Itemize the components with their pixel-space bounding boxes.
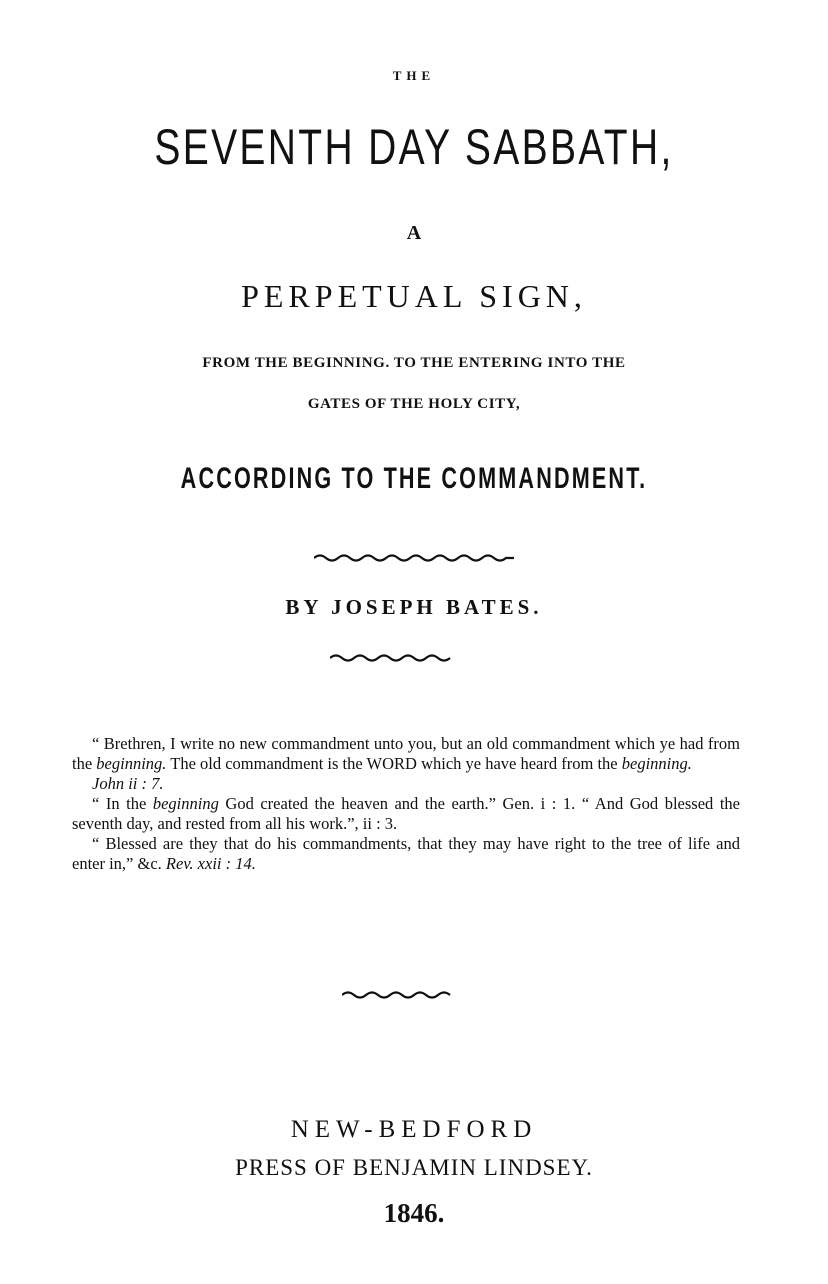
imprint-place: NEW-BEDFORD: [290, 1116, 538, 1143]
title-article: THE: [392, 68, 436, 83]
subtitle-according: ACCORDING TO THE COMMANDMENT.: [180, 462, 648, 495]
book-title: SEVENTH DAY SABBATH,: [154, 119, 674, 175]
epigraph-quote-revelation: [72, 834, 740, 874]
imprint-press: PRESS OF BENJAMIN LINDSEY.: [235, 1155, 593, 1180]
quote-text: “ In the: [92, 794, 153, 813]
ornament-rule: [330, 653, 452, 663]
quote-emphasis: beginning: [152, 794, 219, 813]
quote-text: God created the heaven and the earth.” Gen. i : 1. “ And God blessed the seventh day, and rested from all his work.”, ii : 3.: [72, 794, 740, 833]
ornament-rule: [342, 990, 452, 1000]
scripture-reference: Rev. xxii : 14.: [165, 854, 256, 873]
author-line: BY JOSEPH BATES.: [285, 595, 543, 619]
book-subtitle: PERPETUAL SIGN,: [241, 278, 587, 314]
subtitle-line-2: GATES OF THE HOLY CITY,: [307, 396, 521, 412]
subtitle-line-1: FROM THE BEGINNING. TO THE ENTERING INTO THE: [202, 355, 626, 371]
quote-emphasis: beginning.: [621, 754, 692, 773]
quote-text: “ Blessed are they that do his commandments, that they may have right to the tree of life and enter in,” &c.: [72, 834, 740, 873]
epigraph: [72, 734, 740, 874]
quote-text: “ Brethren, I write no new commandment unto you, but an old commandment which ye had from the: [72, 734, 740, 773]
epigraph-quote-genesis: [72, 794, 740, 834]
imprint-year: 1846.: [383, 1198, 445, 1228]
title-connector: A: [406, 222, 422, 244]
ornament-rule: [314, 553, 514, 563]
quote-text: The old commandment is the WORD which ye have heard from the: [166, 754, 622, 773]
scripture-reference: John ii : 7.: [92, 774, 164, 793]
epigraph-quote-john: [72, 734, 740, 794]
quote-emphasis: beginning.: [96, 754, 167, 773]
